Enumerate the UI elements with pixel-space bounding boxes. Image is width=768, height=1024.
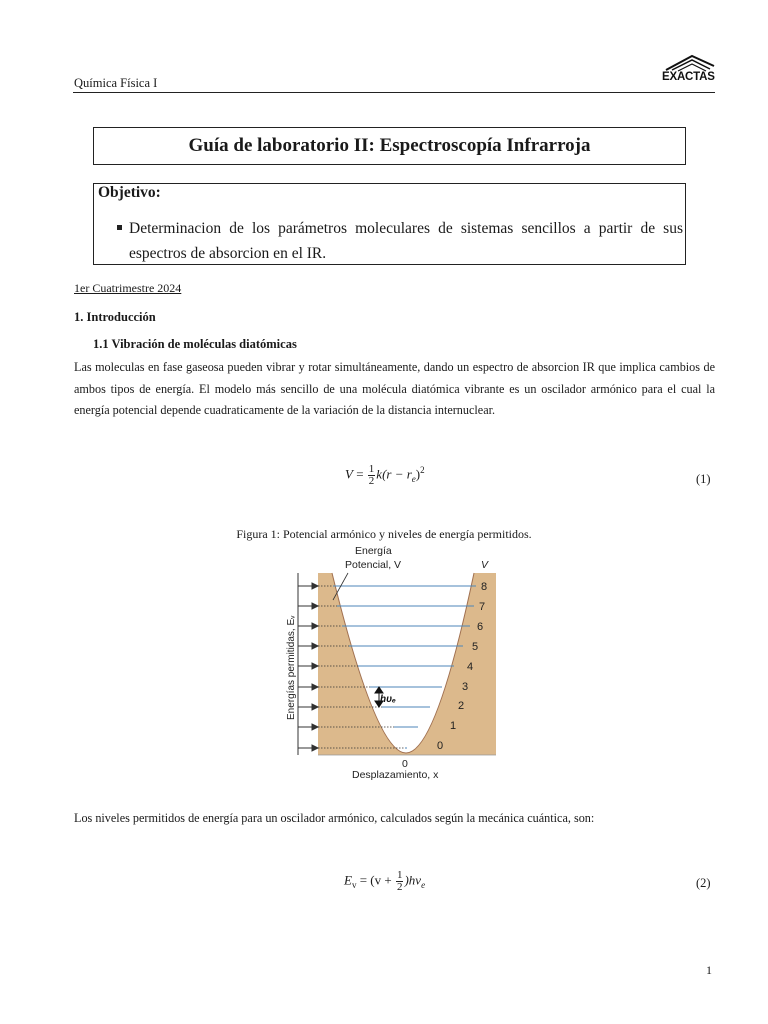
equation-1-number: (1) xyxy=(696,472,711,486)
arrow-icon xyxy=(298,745,318,751)
objective-box xyxy=(93,183,686,265)
level-number: 6 xyxy=(477,621,484,633)
energy-label-line1: Energía xyxy=(355,545,392,557)
y-axis-label: Energías permitidas, Eᵥ xyxy=(286,615,297,720)
page-number: 1 xyxy=(706,963,712,977)
level-arrows xyxy=(298,583,318,751)
course-name: Química Física I xyxy=(74,76,158,90)
equation-2: $E_v = (v$ + $\frac{1}{2}$ )$h\nu_e$ xyxy=(344,869,426,893)
level-number: 8 xyxy=(481,581,488,593)
objective-heading: Objetivo: xyxy=(98,184,161,201)
arrow-icon xyxy=(298,643,318,649)
arrow-icon xyxy=(298,684,318,690)
harmonic-potential-figure xyxy=(286,543,504,783)
equation-1: V = $\frac{1}{2}$ $k(r - r_e)^2$ xyxy=(345,463,425,487)
bullet-icon xyxy=(117,225,122,230)
objective-item: Determinacion de los parámetros moleculares de sistemas sencillos a partir de sus espectros de absorcion en el IR. xyxy=(129,220,683,262)
level-number: 0 xyxy=(437,740,444,752)
energy-label-line2: Potencial, V xyxy=(345,559,402,571)
subsection-heading: 1.1 Vibración de moléculas diatómicas xyxy=(93,337,297,351)
header-rule xyxy=(73,92,715,93)
quantum-number-label: V xyxy=(481,559,489,571)
logo-text: EXACTAS xyxy=(662,71,715,83)
arrow-icon xyxy=(298,603,318,609)
x-axis-label: Desplazamiento, x xyxy=(352,769,439,781)
arrow-icon xyxy=(298,704,318,710)
logo-roof-icon xyxy=(660,52,716,72)
arrow-icon xyxy=(298,663,318,669)
document-title: Guía de laboratorio II: Espectroscopía Infrarroja xyxy=(93,127,686,165)
level-number: 4 xyxy=(467,661,474,673)
exactas-logo xyxy=(660,52,716,90)
arrow-icon xyxy=(298,724,318,730)
equation-2-number: (2) xyxy=(696,876,711,890)
level-number: 2 xyxy=(458,700,465,712)
section-heading: 1. Introducción xyxy=(74,310,156,324)
arrow-icon xyxy=(298,583,318,589)
levels-paragraph: Los niveles permitidos de energía para un oscilador armónico, calculados según la mecánica cuántica, son: xyxy=(74,811,595,825)
level-number: 7 xyxy=(479,601,486,613)
term-date: 1er Cuatrimestre 2024 xyxy=(74,281,182,295)
level-number: 5 xyxy=(472,641,479,653)
intro-paragraph: Las moleculas en fase gaseosa pueden vibrar y rotar simultáneamente, dando un espectro de absorcion IR que implica cambios de ambos tipos de energía. El modelo más sencillo de una molécula diatómica vibrante es un oscilador armónico para el cual la energía potencial depende cuadraticamente de la variación de la distancia internuclear. xyxy=(74,360,715,417)
potential-diagram xyxy=(286,543,504,783)
figure-caption: Figura 1: Potencial armónico y niveles de energía permitidos. xyxy=(236,527,532,541)
level-number: 3 xyxy=(462,681,469,693)
level-number: 1 xyxy=(450,720,457,732)
zero-label: 0 xyxy=(402,758,408,770)
arrow-icon xyxy=(298,623,318,629)
quantum-label: hυₑ xyxy=(380,694,397,705)
